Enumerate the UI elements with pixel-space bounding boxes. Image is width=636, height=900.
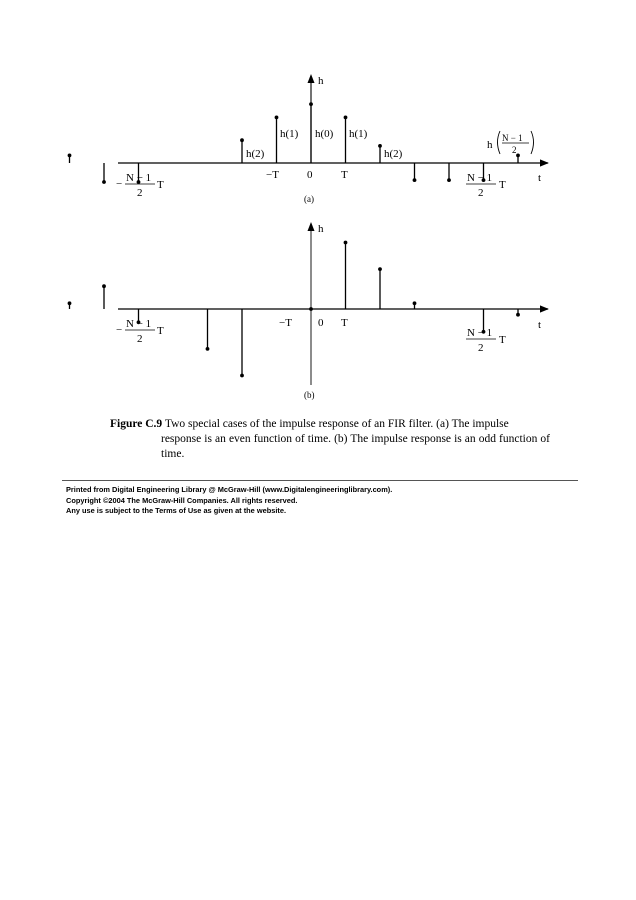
- panel-a-caption-label: (a): [304, 194, 314, 204]
- panel-b-tick-minus-t: −T: [279, 317, 292, 329]
- panel-b-stem-dot-n-6: [102, 284, 106, 288]
- panel-a-h-end-right-paren: [531, 131, 534, 154]
- panel-a-stem-dot-n1: [344, 116, 348, 120]
- panel-a-t-axis-label: t: [538, 172, 542, 184]
- panel-b-right-denominator: 2: [478, 342, 484, 354]
- panel-b-tick-t: T: [341, 317, 348, 329]
- footer-line-printed: Printed from Digital Engineering Library @ McGraw-Hill (www.Digitalengineeringlibrary.com).: [66, 485, 393, 494]
- footer-divider: [62, 480, 578, 481]
- panel-b-left-endpoint: [116, 318, 164, 345]
- panel-b-left-minus: −: [116, 324, 123, 336]
- figure-caption-line1: Two special cases of the impulse response of an FIR filter. (a) The impulse: [164, 418, 509, 430]
- panel-a-left-unit: T: [157, 179, 164, 191]
- panel-a-left-minus: −: [116, 178, 123, 190]
- panel-a: [68, 74, 548, 204]
- panel-a-stem-dot-n3: [413, 178, 417, 182]
- panel-a-stem-dot-n4: [447, 178, 451, 182]
- footer-line-terms: Any use is subject to the Terms of Use as given at the website.: [66, 506, 287, 515]
- panel-a-tick-zero: 0: [307, 169, 313, 181]
- panel-b-stem-dot-n2: [378, 267, 382, 271]
- panel-a-h-axis-label: h: [318, 75, 324, 87]
- panel-a-label-h2-left: h(2): [246, 148, 265, 160]
- panel-a-stem-dot-n-2: [240, 138, 244, 142]
- panel-b-right-numerator: N − 1: [467, 327, 493, 339]
- panel-a-stem-dot-n-1: [275, 116, 279, 120]
- panel-b-stem-dot-n3: [413, 301, 417, 305]
- footer: [66, 485, 392, 517]
- panel-b-stem-dot-n-3: [206, 347, 210, 351]
- panel-b-stem-dot-n-7: [68, 301, 72, 305]
- panel-b-caption-label: (b): [304, 390, 315, 400]
- panel-a-label-h2-right: h(2): [384, 148, 403, 160]
- panel-b-stem-dot-n1: [344, 241, 348, 245]
- panel-a-right-endpoint: [466, 172, 506, 199]
- panel-a-right-unit: T: [499, 179, 506, 191]
- panel-b-h-axis-arrow: [308, 222, 315, 231]
- panel-b-stem-dot-n6: [516, 313, 520, 317]
- panel-a-label-h1-left: h(1): [280, 128, 299, 140]
- panel-a-tick-minus-t: −T: [266, 169, 279, 181]
- panel-a-h-end-h: h: [487, 139, 493, 151]
- panel-b-right-unit: T: [499, 334, 506, 346]
- panel-b-stem-dot-n0: [309, 307, 313, 311]
- panel-a-h-end-numerator: N − 1: [502, 133, 523, 143]
- figure-caption-label: Figure C.9: [110, 418, 163, 430]
- panel-a-tick-t: T: [341, 169, 348, 181]
- panel-b: [68, 222, 548, 400]
- panel-b-t-axis-label: t: [538, 319, 542, 331]
- panel-a-stem-dot-n-7: [68, 154, 72, 158]
- panel-a-h-end-label: [487, 131, 534, 155]
- figure-caption: [110, 417, 550, 462]
- panel-a-label-h1-right: h(1): [349, 128, 368, 140]
- panel-b-left-numerator: N − 1: [126, 318, 152, 330]
- panel-a-right-denominator: 2: [478, 187, 484, 199]
- panel-a-left-endpoint: [116, 172, 164, 199]
- panel-b-tick-zero: 0: [318, 317, 324, 329]
- footer-line-copyright: Copyright ©2004 The McGraw-Hill Companies. All rights reserved.: [66, 495, 298, 505]
- panel-a-h-end-denominator: 2: [512, 145, 517, 155]
- panel-a-stem-dot-n-6: [102, 180, 106, 184]
- panel-a-h-axis-arrow: [308, 74, 315, 83]
- panel-b-h-axis-label: h: [318, 223, 324, 235]
- panel-b-left-denominator: 2: [137, 333, 143, 345]
- panel-a-stem-dot-n6: [516, 154, 520, 158]
- panel-b-left-unit: T: [157, 325, 164, 337]
- figure-caption-line2: response is an even function of time. (b) The impulse response is an odd function of time.: [161, 433, 550, 460]
- panel-a-stem-dot-n2: [378, 144, 382, 148]
- panel-a-left-denominator: 2: [137, 187, 143, 199]
- panel-a-h-end-left-paren: [498, 131, 501, 154]
- panel-b-right-endpoint: [466, 327, 506, 354]
- panel-b-stem-dot-n-2: [240, 374, 244, 378]
- panel-a-right-numerator: N − 1: [467, 172, 493, 184]
- panel-a-left-numerator: N − 1: [126, 172, 152, 184]
- panel-a-stem-dot-n0: [309, 102, 313, 106]
- figure-c9: [0, 0, 636, 410]
- panel-a-label-h0: h(0): [315, 128, 334, 140]
